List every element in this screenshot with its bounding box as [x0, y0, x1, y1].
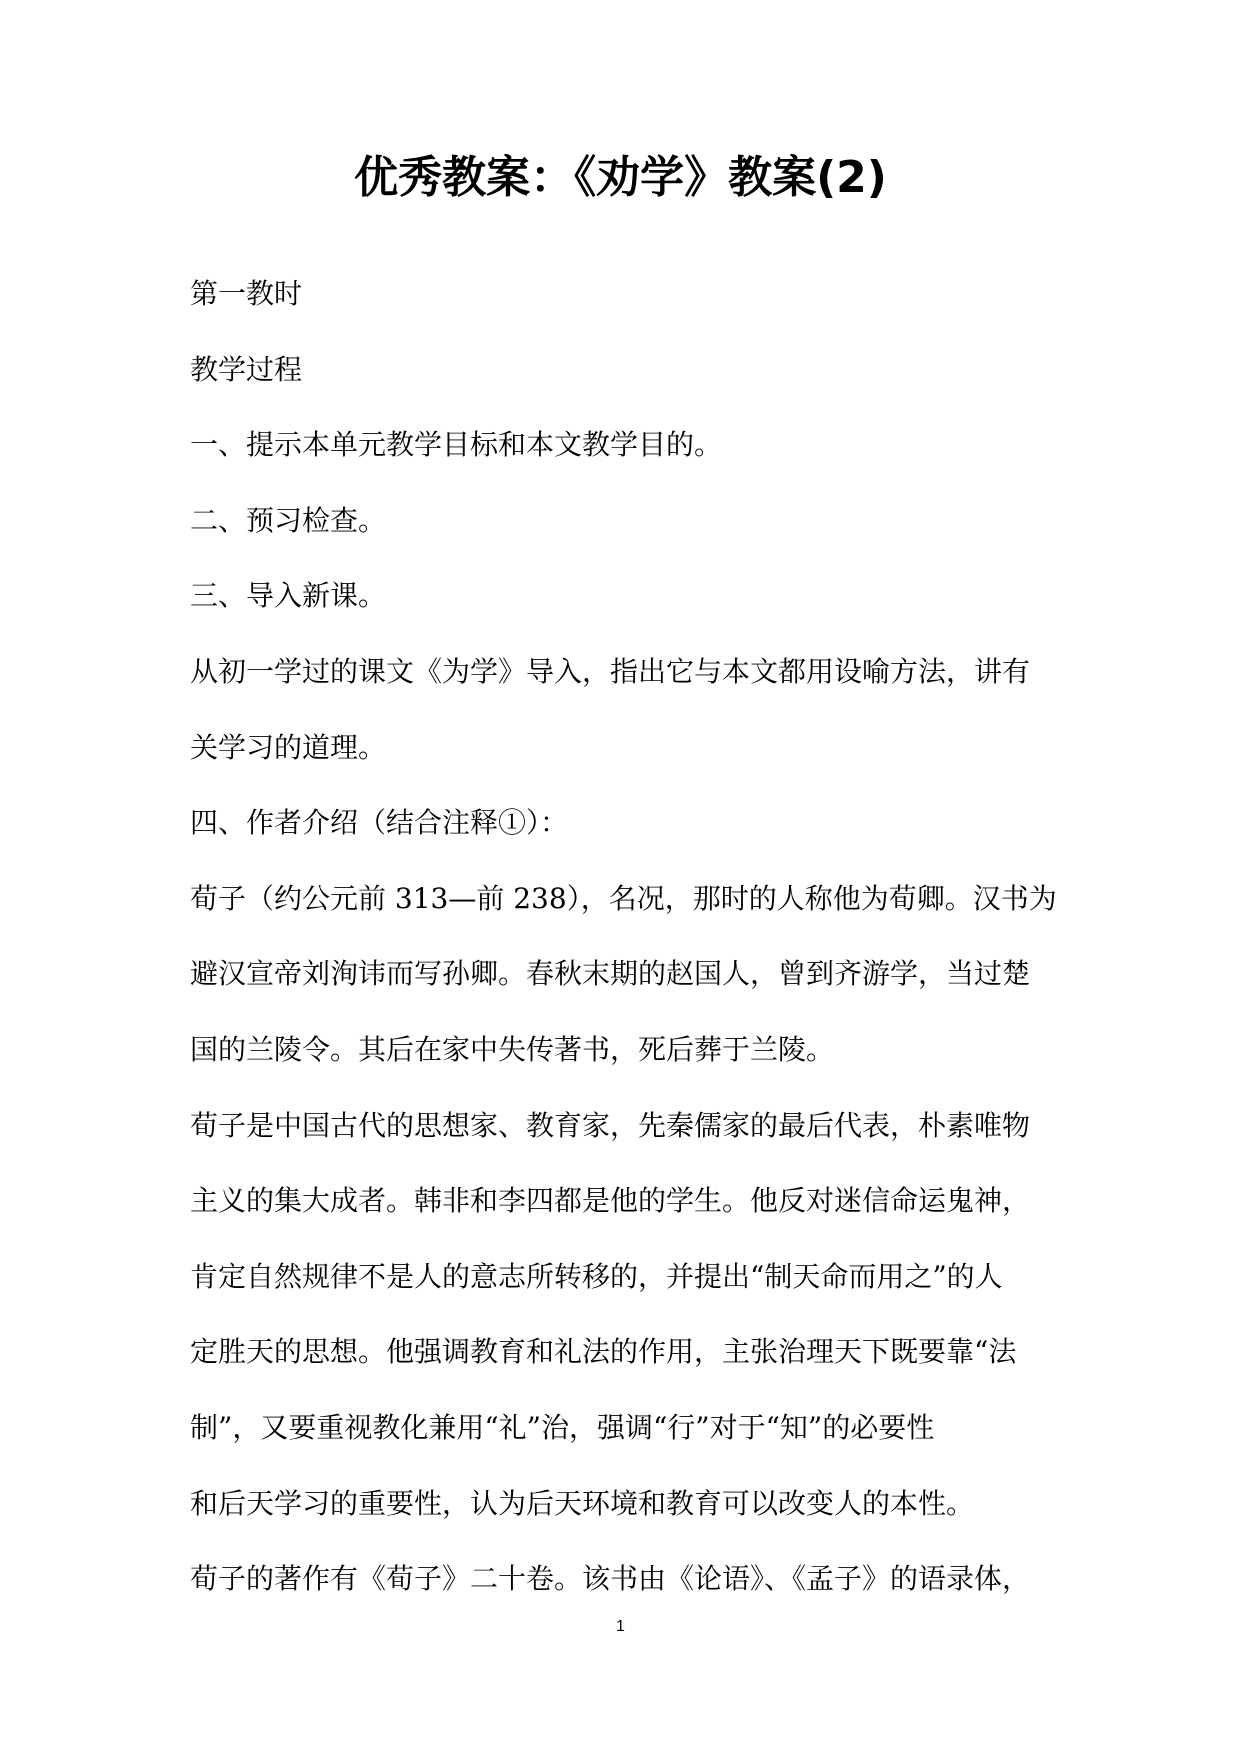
text-line: 国的兰陵令。其后在家中失传著书，死后葬于兰陵。	[190, 1032, 835, 1066]
text-line: 三、导入新课。	[190, 579, 387, 613]
text-line: 荀子的著作有《荀子》二十卷。该书由《论语》、《孟子》的语录体，	[190, 1562, 1031, 1596]
text-line: 主义的集大成者。韩非和李四都是他的学生。他反对迷信命运鬼神，	[190, 1184, 1031, 1218]
text-line: 定胜天的思想。他强调教育和礼法的作用，主张治理天下既要靠“法	[190, 1335, 1017, 1369]
text-line: 第一教时	[190, 277, 303, 310]
text-line: 二、预习检查。	[190, 503, 387, 537]
document-body	[190, 256, 1060, 1617]
text-line: 避汉宣帝刘洵讳而写孙卿。春秋末期的赵国人，曾到齐游学，当过楚	[190, 957, 1031, 991]
document-title: 优秀教案：《劝学》教案(2)	[354, 152, 887, 203]
text-line: 从初一学过的课文《为学》导入，指出它与本文都用设喻方法，讲有	[190, 654, 1031, 688]
text-line: 和后天学习的重要性，认为后天环境和教育可以改变人的本性。	[190, 1486, 975, 1520]
text-line: 四、作者介绍（结合注释①）：	[190, 806, 569, 840]
text-line: 一、提示本单元教学目标和本文教学目的。	[190, 428, 723, 462]
page-number: 1	[616, 1618, 625, 1635]
text-line: 荀子（约公元前 313—前 238），名况，那时的人称他为荀卿。汉书为	[190, 881, 1057, 915]
text-line: 教学过程	[190, 352, 303, 386]
text-line: 关学习的道理。	[190, 730, 387, 764]
text-line: 荀子是中国古代的思想家、教育家，先秦儒家的最后代表，朴素唯物	[190, 1108, 1031, 1142]
text-line: 制”，又要重视教化兼用“礼”治，强调“行”对于“知”的必要性	[190, 1410, 935, 1444]
text-line: 肯定自然规律不是人的意志所转移的，并提出“制天命而用之”的人	[190, 1259, 1003, 1293]
